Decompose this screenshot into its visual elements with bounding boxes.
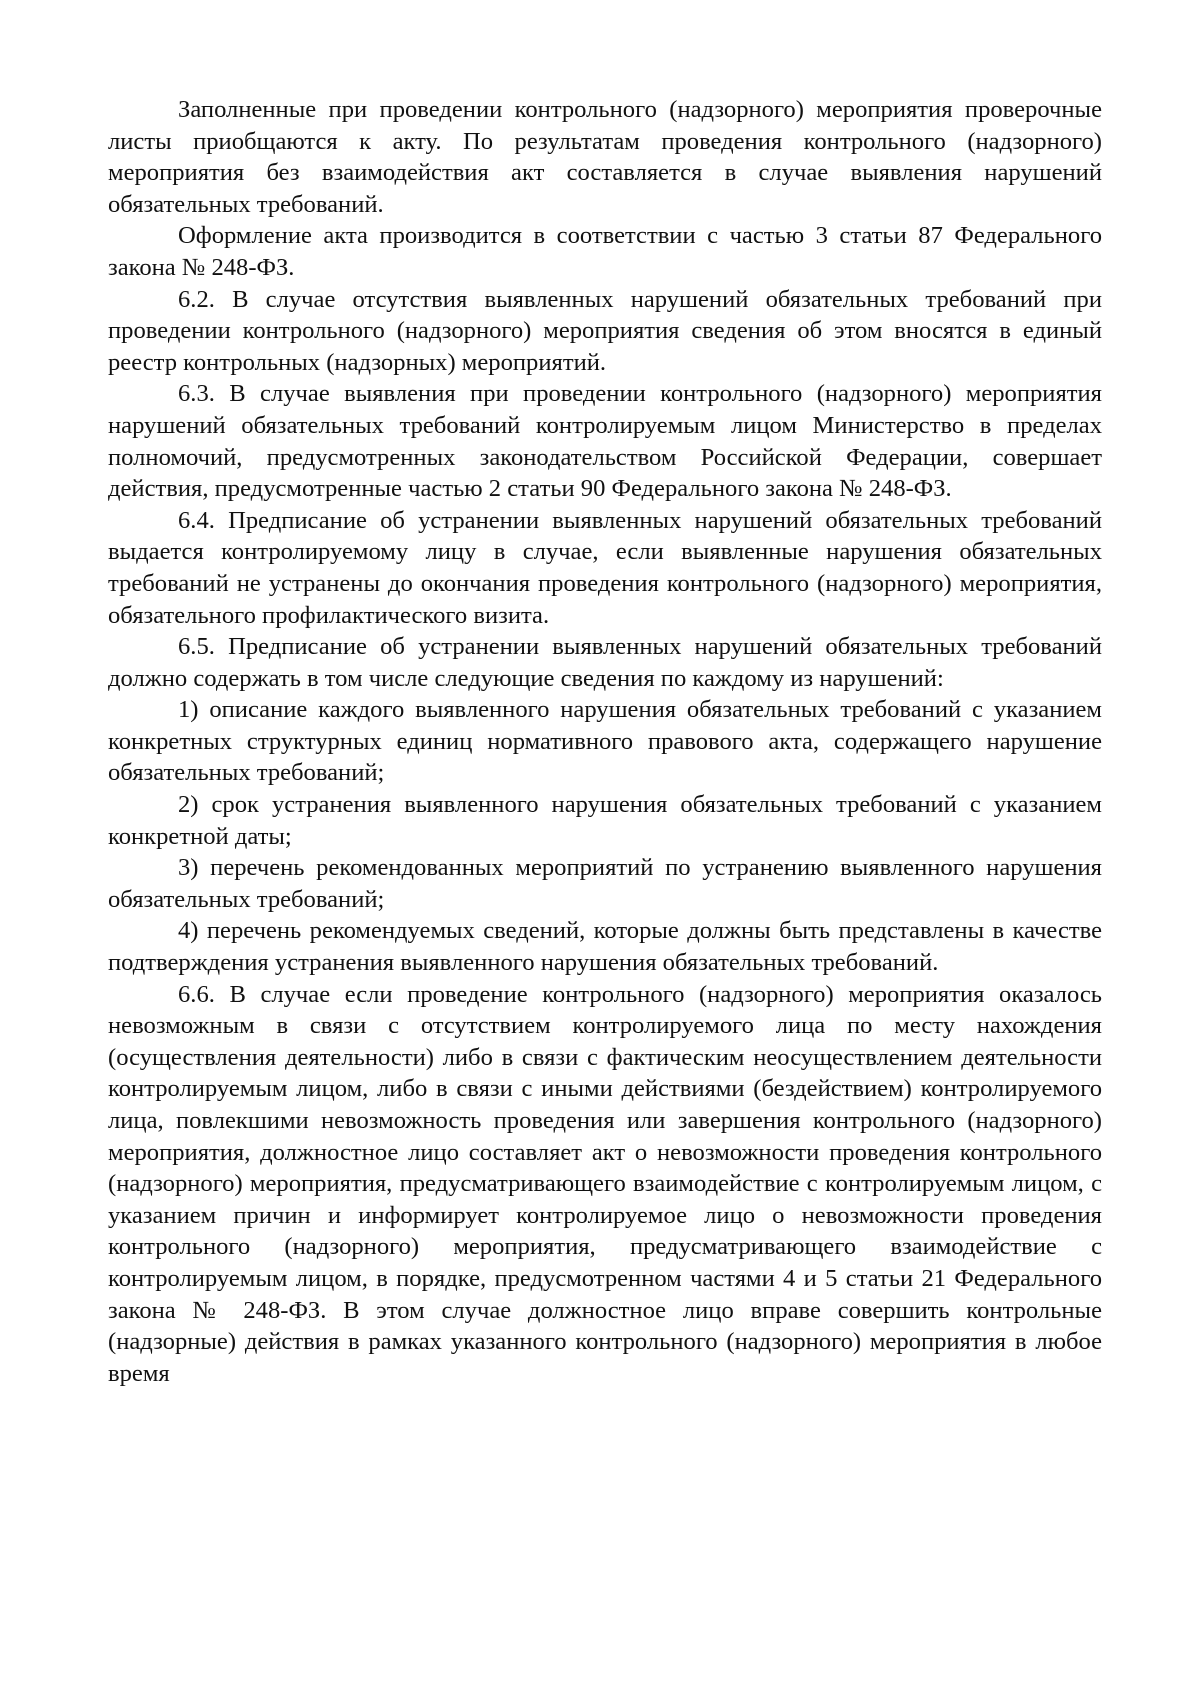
paragraph-6-5: 6.5. Предписание об устранении выявленных нарушений обязательных требований должно содержать в том числе следующие сведения по каждому из нарушений: [108,633,1102,692]
list-item-2: 2) срок устранения выявленного нарушения обязательных требований с указанием конкретной даты; [108,791,1102,850]
paragraph-6-4: 6.4. Предписание об устранении выявленных нарушений обязательных требований выдается контролируемому лицу в случае, если выявленные нарушения обязательных требований не устранены до окончания проведения контрольного (надзорного) мероприятия, обязательного профилактического визита. [108,506,1102,629]
list-item-3: 3) перечень рекомендованных мероприятий по устранению выявленного нарушения обязательных требований; [108,854,1102,913]
paragraph-act-attachment: Заполненные при проведении контрольного (надзорного) мероприятия проверочные листы приобщаются к акту. По результатам проведения контрольного (надзорного) мероприятия без взаимодействия акт составляется в случае выявления нарушений обязательных требований. [108,96,1102,218]
document-body [108,94,1102,1389]
list-item-4: 4) перечень рекомендуемых сведений, которые должны быть представлены в качестве подтверждения устранения выявленного нарушения обязательных требований. [108,917,1102,977]
paragraph-6-2: 6.2. В случае отсутствия выявленных нарушений обязательных требований при проведении контрольного (надзорного) мероприятия сведения об этом вносятся в единый реестр контрольных (надзорных) мероприятий. [108,285,1102,376]
list-item-1: 1) описание каждого выявленного нарушения обязательных требований с указанием конкретных структурных единиц нормативного правового акта, содержащего нарушение обязательных требований; [108,696,1102,787]
paragraph-act-registration: Оформление акта производится в соответствии с частью 3 статьи 87 Федерального закона № 248-ФЗ. [108,222,1102,281]
paragraph-6-3: 6.3. В случае выявления при проведении контрольного (надзорного) мероприятия нарушений обязательных требований контролируемым лицом Министерство в пределах полномочий, предусмотренных законодательством Российской Федерации, совершает действия, предусмотренные частью 2 статьи 90 Федерального закона № 248-ФЗ. [108,380,1102,503]
paragraph-6-6: 6.6. В случае если проведение контрольного (надзорного) мероприятия оказалось невозможным в связи с отсутствием контролируемого лица по месту нахождения (осуществления деятельности) либо в связи с фактическим неосуществлением деятельности контролируемым лицом, либо в связи с иными действиями (бездействием) контролируемого лица, повлекшими невозможность проведения или завершения контрольного (надзорного) мероприятия, должностное лицо составляет акт о невозможности проведения контрольного (надзорного) мероприятия, предусматривающего взаимодействие с контролируемым лицом, с указанием причин и информирует контролируемое лицо о невозможности проведения контрольного (надзорного) мероприятия, предусматривающего взаимодействие с контролируемым лицом, в порядке, предусмотренном частями 4 и 5 статьи 21 Федерального закона № 248-ФЗ. В этом случае должностное лицо вправе совершить контрольные (надзорные) действия в рамках указанного контрольного (надзорного) мероприятия в любое время [108,980,1102,1387]
